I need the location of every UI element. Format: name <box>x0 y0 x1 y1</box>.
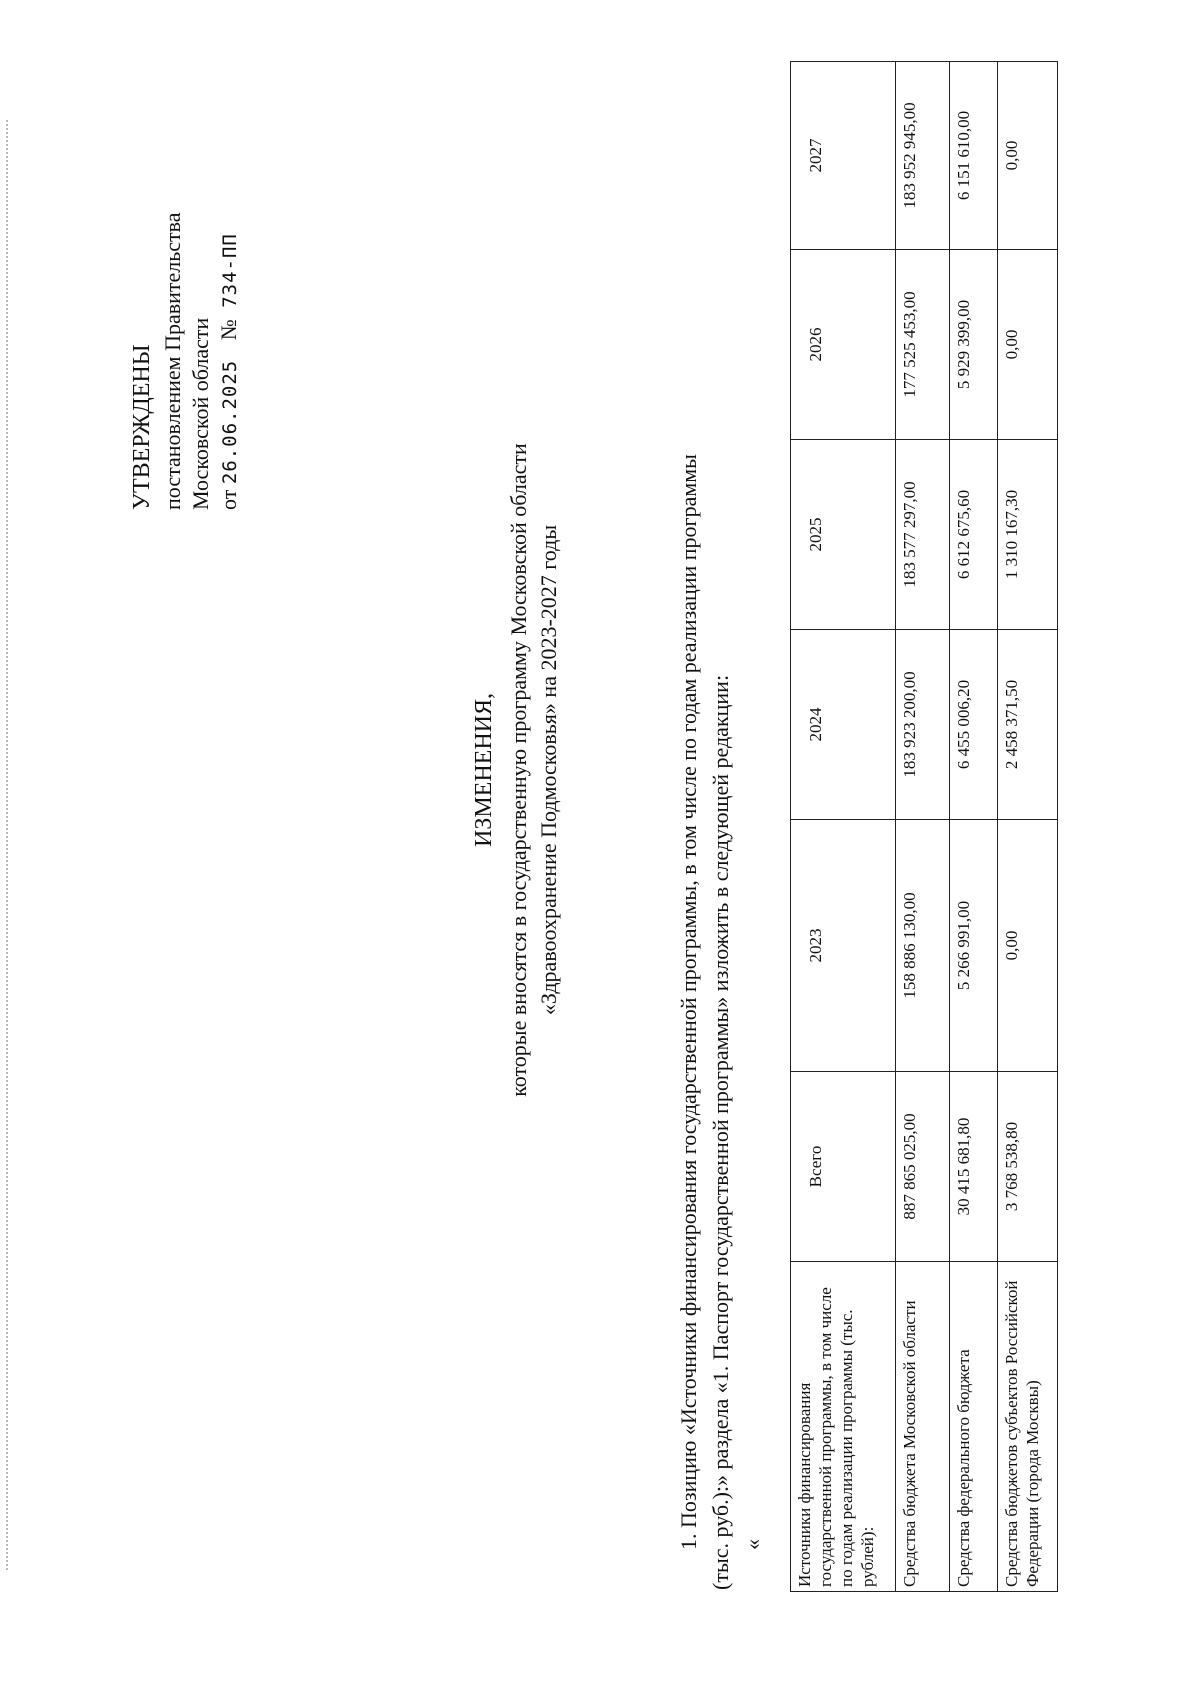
scan-edge-dots <box>6 120 10 1570</box>
table-row <box>950 62 998 1592</box>
title-line-1: которые вносятся в государственную программу Московской области <box>506 443 531 1097</box>
cell-2024: 6 455 006,20 <box>950 630 998 820</box>
header-2023: 2023 <box>791 820 896 1072</box>
cell-2024: 2 458 371,50 <box>998 630 1058 820</box>
cell-total: 887 865 025,00 <box>896 1072 950 1262</box>
cell-2025: 183 577 297,00 <box>896 440 950 630</box>
approval-line-1: постановлением Правительства <box>160 212 185 510</box>
approval-date-line <box>218 90 246 510</box>
cell-2027: 183 952 945,00 <box>896 62 950 250</box>
approval-title: УТВЕРЖДЕНЫ <box>129 344 155 510</box>
approval-date-prefix: от <box>216 489 241 510</box>
row-label: Средства федерального бюджета <box>950 1262 998 1592</box>
table-row <box>998 62 1058 1592</box>
header-2024: 2024 <box>791 630 896 820</box>
title-block <box>472 410 582 1130</box>
header-2027: 2027 <box>791 62 896 250</box>
approval-line-2: Московской области <box>188 317 213 510</box>
paragraph-block <box>678 30 778 1590</box>
cell-2025: 1 310 167,30 <box>998 440 1058 630</box>
approval-date: 26.06.2025 <box>219 359 241 485</box>
cell-2025: 6 612 675,60 <box>950 440 998 630</box>
paragraph-line-1: 1. Позицию «Источники финансирования государственной программы, в том числе по годам реализации программы <box>676 454 701 1550</box>
cell-2027: 0,00 <box>998 62 1058 250</box>
cell-2026: 5 929 399,00 <box>950 250 998 440</box>
table-header-row <box>791 62 896 1592</box>
cell-2026: 0,00 <box>998 250 1058 440</box>
paragraph-line-2: (тыс. руб.):» раздела «1. Паспорт государственной программы» изложить в следующей редакции: <box>708 674 733 1590</box>
cell-2024: 183 923 200,00 <box>896 630 950 820</box>
cell-2026: 177 525 453,00 <box>896 250 950 440</box>
cell-2023: 158 886 130,00 <box>896 820 950 1072</box>
header-label-cell: Источники финансирования государственной программы, в том числе по годам реализации программы (тыс. рублей): <box>791 1262 896 1592</box>
title-heading: ИЗМЕНЕНИЯ, <box>471 692 497 848</box>
row-label: Средства бюджетов субъектов Российской Федерации (города Москвы) <box>998 1262 1058 1592</box>
approval-number-sign: № <box>216 319 241 341</box>
title-line-2: «Здравоохранение Подмосковья» на 2023-2027 годы <box>536 524 561 1016</box>
cell-2023: 5 266 991,00 <box>950 820 998 1072</box>
open-quote-mark: « <box>740 1539 765 1550</box>
financing-table-wrap <box>790 62 1066 1592</box>
header-total: Всего <box>791 1072 896 1262</box>
cell-total: 3 768 538,80 <box>998 1072 1058 1262</box>
cell-2027: 6 151 610,00 <box>950 62 998 250</box>
financing-table <box>790 61 1058 1592</box>
approval-number: 734-ПП <box>219 233 241 308</box>
row-label: Средства бюджета Московской области <box>896 1262 950 1592</box>
cell-total: 30 415 681,80 <box>950 1072 998 1262</box>
cell-2023: 0,00 <box>998 820 1058 1072</box>
header-2026: 2026 <box>791 250 896 440</box>
approval-block <box>130 90 250 510</box>
table-row <box>896 62 950 1592</box>
header-2025: 2025 <box>791 440 896 630</box>
